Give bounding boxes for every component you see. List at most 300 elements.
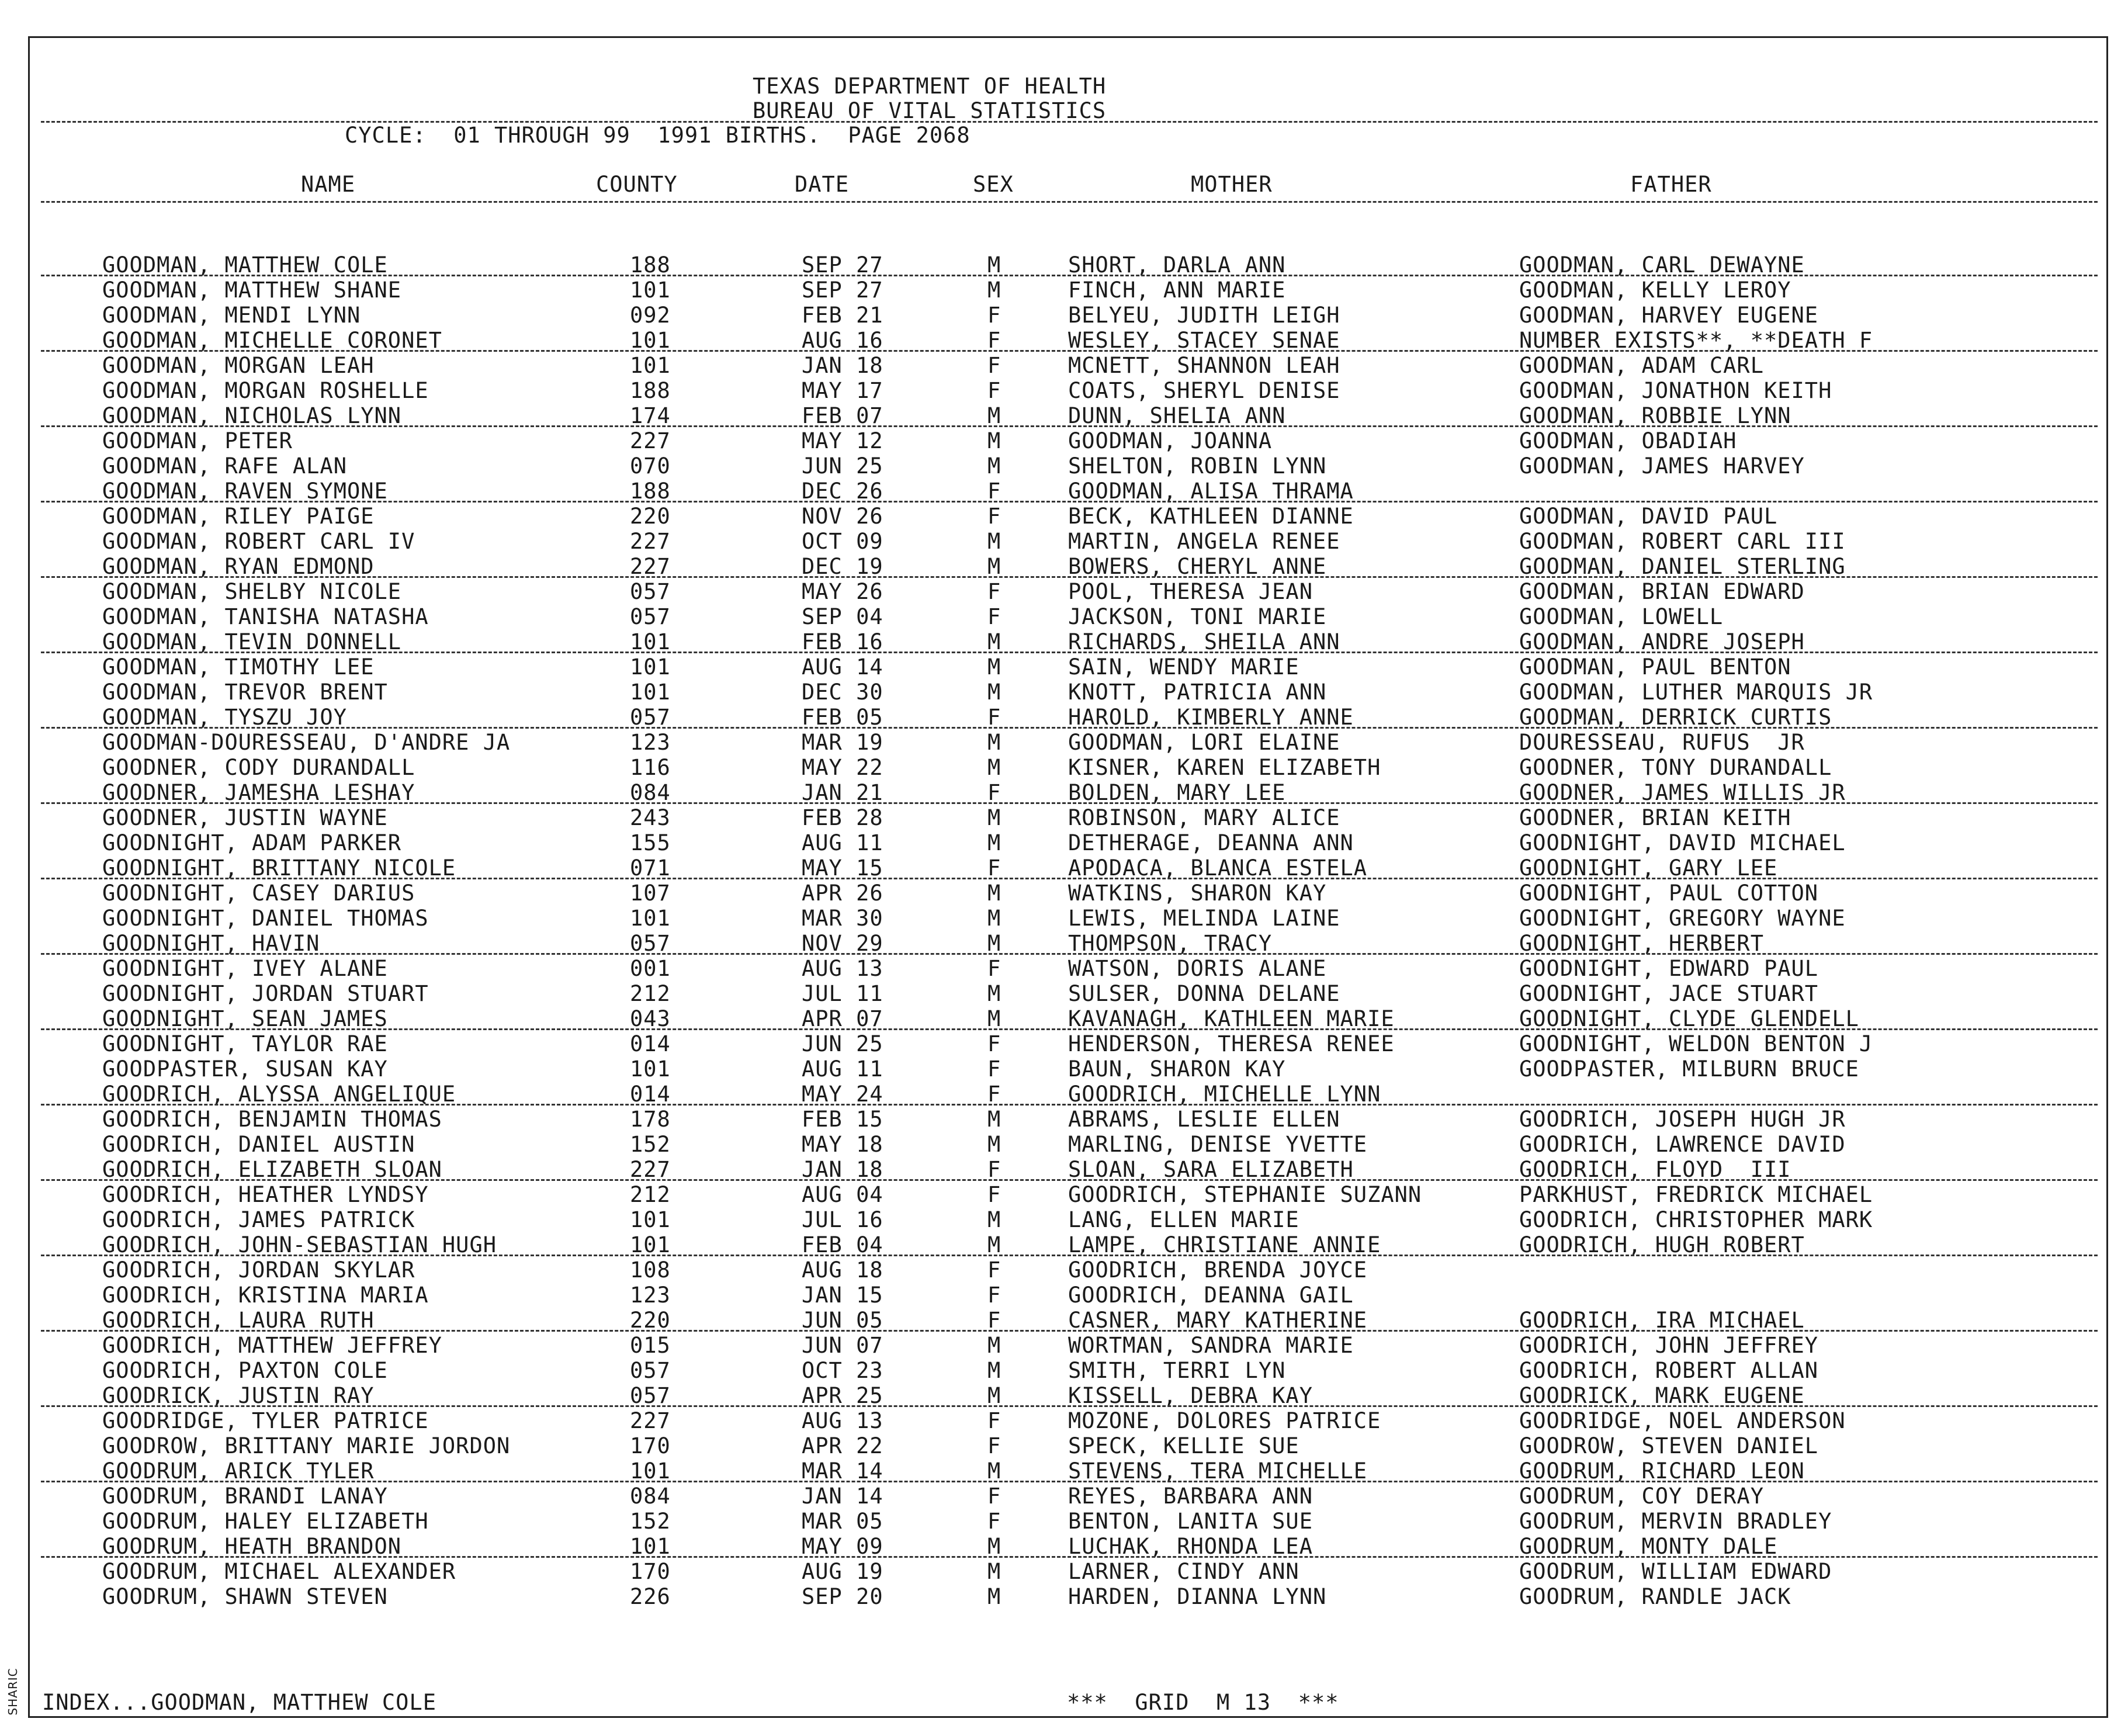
cell-name: GOODRUM, MICHAEL ALEXANDER <box>102 1559 456 1584</box>
cell-father: GOODNER, JAMES WILLIS JR <box>1519 780 1846 805</box>
cell-mother: HENDERSON, THERESA RENEE <box>1068 1031 1395 1056</box>
cell-date: AUG 18 <box>802 1257 883 1283</box>
row-divider <box>41 425 2098 427</box>
cell-name: GOODNIGHT, JORDAN STUART <box>102 981 429 1006</box>
table-row <box>0 629 2080 654</box>
row-divider <box>41 727 2098 729</box>
column-header-mother: MOTHER <box>1191 172 1273 197</box>
cell-mother: SPECK, KELLIE SUE <box>1068 1433 1299 1458</box>
table-row <box>0 529 2080 554</box>
cell-name: GOODRICH, KRISTINA MARIA <box>102 1283 429 1308</box>
cell-county: 101 <box>630 1458 671 1484</box>
table-row <box>0 1182 2080 1207</box>
cell-sex: M <box>987 730 1001 755</box>
cell-name: GOODNER, JAMESHA LESHAY <box>102 780 415 805</box>
cell-name: GOODRUM, ARICK TYLER <box>102 1458 375 1484</box>
cell-sex: F <box>987 579 1001 604</box>
cell-father: GOODMAN, ROBBIE LYNN <box>1519 403 1791 428</box>
cell-date: AUG 14 <box>802 654 883 680</box>
cell-father: GOODMAN, LUTHER MARQUIS JR <box>1519 680 1873 705</box>
cell-mother: SMITH, TERRI LYN <box>1068 1358 1286 1383</box>
table-row <box>0 1584 2080 1609</box>
cell-date: APR 26 <box>802 881 883 906</box>
row-divider <box>41 501 2098 503</box>
cell-date: SEP 04 <box>802 604 883 629</box>
cell-sex: M <box>987 1333 1001 1358</box>
cell-county: 220 <box>630 504 671 529</box>
cell-mother: MARLING, DENISE YVETTE <box>1068 1132 1368 1157</box>
cell-date: AUG 11 <box>802 830 883 855</box>
cell-mother: CASNER, MARY KATHERINE <box>1068 1308 1368 1333</box>
cell-name: GOODNER, JUSTIN WAYNE <box>102 805 388 830</box>
cell-sex: M <box>987 881 1001 906</box>
cell-sex: F <box>987 604 1001 629</box>
cell-county: 107 <box>630 881 671 906</box>
cell-name: GOODRICH, LAURA RUTH <box>102 1308 375 1333</box>
cell-father: GOODRICH, FLOYD III <box>1519 1157 1791 1182</box>
cell-father: GOODRICH, IRA MICHAEL <box>1519 1308 1805 1333</box>
table-row <box>0 1333 2080 1358</box>
side-label-text: SHARIC <box>6 1668 20 1716</box>
cell-sex: M <box>987 1383 1001 1408</box>
cell-name: GOODROW, BRITTANY MARIE JORDON <box>102 1433 511 1458</box>
cell-mother: KAVANAGH, KATHLEEN MARIE <box>1068 1006 1395 1031</box>
cell-name: GOODMAN, PETER <box>102 428 293 453</box>
cell-sex: F <box>987 1308 1001 1333</box>
cell-sex: F <box>987 1257 1001 1283</box>
cell-date: AUG 13 <box>802 1408 883 1433</box>
cell-mother: JACKSON, TONI MARIE <box>1068 604 1327 629</box>
cell-sex: M <box>987 906 1001 931</box>
cell-father: GOODMAN, ADAM CARL <box>1519 353 1764 378</box>
cell-mother: SAIN, WENDY MARIE <box>1068 654 1299 680</box>
cell-mother: RICHARDS, SHEILA ANN <box>1068 629 1340 654</box>
cell-mother: GOODMAN, LORI ELAINE <box>1068 730 1340 755</box>
cell-sex: M <box>987 1458 1001 1484</box>
cell-date: MAY 09 <box>802 1534 883 1559</box>
cell-father: GOODNER, BRIAN KEITH <box>1519 805 1791 830</box>
cell-sex: M <box>987 629 1001 654</box>
table-row <box>0 1232 2080 1257</box>
cell-name: GOODMAN, TIMOTHY LEE <box>102 654 375 680</box>
cell-date: FEB 05 <box>802 705 883 730</box>
cell-sex: F <box>987 1182 1001 1207</box>
cell-father: GOODMAN, DANIEL STERLING <box>1519 554 1846 579</box>
cell-father: GOODRICH, JOHN JEFFREY <box>1519 1333 1819 1358</box>
cell-date: SEP 27 <box>802 278 883 303</box>
cell-county: 092 <box>630 303 671 328</box>
table-row <box>0 1509 2080 1534</box>
cell-county: 101 <box>630 1207 671 1232</box>
cell-date: JUN 25 <box>802 1031 883 1056</box>
table-row <box>0 378 2080 403</box>
cell-mother: DUNN, SHELIA ANN <box>1068 403 1286 428</box>
cell-mother: WATKINS, SHARON KAY <box>1068 881 1327 906</box>
table-row <box>0 1484 2080 1509</box>
table-row <box>0 252 2080 278</box>
cell-father: GOODRICH, LAWRENCE DAVID <box>1519 1132 1846 1157</box>
cell-county: 212 <box>630 981 671 1006</box>
cell-mother: BECK, KATHLEEN DIANNE <box>1068 504 1354 529</box>
cell-sex: M <box>987 981 1001 1006</box>
row-divider <box>41 878 2098 879</box>
table-row <box>0 1207 2080 1232</box>
cell-name: GOODMAN, RILEY PAIGE <box>102 504 375 529</box>
cell-father: GOODMAN, DERRICK CURTIS <box>1519 705 1832 730</box>
cell-name: GOODRICH, JORDAN SKYLAR <box>102 1257 415 1283</box>
cell-father: GOODMAN, PAUL BENTON <box>1519 654 1791 680</box>
cell-name: GOODRICH, JAMES PATRICK <box>102 1207 415 1232</box>
row-divider <box>41 1330 2098 1332</box>
cell-mother: MCNETT, SHANNON LEAH <box>1068 353 1340 378</box>
table-row <box>0 855 2080 881</box>
cell-county: 226 <box>630 1584 671 1609</box>
cell-father: GOODNIGHT, GARY LEE <box>1519 855 1778 881</box>
cell-father: GOODNER, TONY DURANDALL <box>1519 755 1832 780</box>
table-row <box>0 278 2080 303</box>
cell-county: 108 <box>630 1257 671 1283</box>
cell-date: MAR 05 <box>802 1509 883 1534</box>
cell-county: 057 <box>630 705 671 730</box>
table-row <box>0 328 2080 353</box>
cell-mother: LUCHAK, RHONDA LEA <box>1068 1534 1313 1559</box>
cell-county: 101 <box>630 1232 671 1257</box>
table-row <box>0 1006 2080 1031</box>
cell-county: 243 <box>630 805 671 830</box>
cell-mother: KISNER, KAREN ELIZABETH <box>1068 755 1381 780</box>
cell-date: JUN 05 <box>802 1308 883 1333</box>
cell-name: GOODMAN, MORGAN ROSHELLE <box>102 378 429 403</box>
table-row <box>0 428 2080 453</box>
table-row <box>0 453 2080 479</box>
cell-mother: GOODRICH, BRENDA JOYCE <box>1068 1257 1368 1283</box>
cell-county: 101 <box>630 629 671 654</box>
cell-father: GOODMAN, BRIAN EDWARD <box>1519 579 1805 604</box>
cell-sex: M <box>987 1207 1001 1232</box>
cell-sex: F <box>987 328 1001 353</box>
cell-mother: ABRAMS, LESLIE ELLEN <box>1068 1107 1340 1132</box>
cell-date: APR 22 <box>802 1433 883 1458</box>
cell-county: 170 <box>630 1559 671 1584</box>
table-row <box>0 755 2080 780</box>
row-divider <box>41 275 2098 276</box>
bureau-title: BUREAU OF VITAL STATISTICS <box>753 98 1107 123</box>
cell-sex: M <box>987 805 1001 830</box>
cell-date: AUG 19 <box>802 1559 883 1584</box>
cell-name: GOODRICK, JUSTIN RAY <box>102 1383 375 1408</box>
cell-date: OCT 09 <box>802 529 883 554</box>
cell-father: GOODNIGHT, EDWARD PAUL <box>1519 956 1819 981</box>
cell-mother: REYES, BARBARA ANN <box>1068 1484 1313 1509</box>
table-row <box>0 1157 2080 1182</box>
table-row <box>0 1433 2080 1458</box>
cell-sex: F <box>987 1484 1001 1509</box>
cell-date: MAR 30 <box>802 906 883 931</box>
cell-name: GOODMAN, NICHOLAS LYNN <box>102 403 402 428</box>
cell-sex: M <box>987 252 1001 278</box>
cell-sex: M <box>987 554 1001 579</box>
cell-county: 227 <box>630 1408 671 1433</box>
cell-father: GOODNIGHT, DAVID MICHAEL <box>1519 830 1846 855</box>
cell-date: JAN 18 <box>802 353 883 378</box>
cell-father: GOODPASTER, MILBURN BRUCE <box>1519 1056 1859 1082</box>
cell-county: 014 <box>630 1031 671 1056</box>
cell-date: JUN 07 <box>802 1333 883 1358</box>
cell-name: GOODRICH, JOHN-SEBASTIAN HUGH <box>102 1232 497 1257</box>
cell-sex: F <box>987 1283 1001 1308</box>
cell-name: GOODNIGHT, ADAM PARKER <box>102 830 402 855</box>
cell-county: 101 <box>630 680 671 705</box>
cell-date: DEC 19 <box>802 554 883 579</box>
cell-county: 123 <box>630 1283 671 1308</box>
cell-county: 188 <box>630 479 671 504</box>
cell-father: GOODMAN, DAVID PAUL <box>1519 504 1778 529</box>
cell-mother: LEWIS, MELINDA LAINE <box>1068 906 1340 931</box>
cell-sex: M <box>987 1559 1001 1584</box>
cell-sex: M <box>987 830 1001 855</box>
cell-sex: M <box>987 931 1001 956</box>
cell-date: JAN 21 <box>802 780 883 805</box>
cell-father: DOURESSEAU, RUFUS JR <box>1519 730 1805 755</box>
cell-county: 227 <box>630 554 671 579</box>
cell-sex: M <box>987 428 1001 453</box>
table-row <box>0 604 2080 629</box>
table-row <box>0 1458 2080 1484</box>
row-divider <box>41 953 2098 955</box>
cell-father: GOODMAN, HARVEY EUGENE <box>1519 303 1819 328</box>
cell-date: DEC 26 <box>802 479 883 504</box>
row-divider <box>41 576 2098 578</box>
cell-mother: GOODRICH, STEPHANIE SUZANN <box>1068 1182 1422 1207</box>
cell-father: GOODROW, STEVEN DANIEL <box>1519 1433 1819 1458</box>
cell-name: GOODRUM, SHAWN STEVEN <box>102 1584 388 1609</box>
cell-name: GOODMAN, TYSZU JOY <box>102 705 347 730</box>
cell-sex: F <box>987 353 1001 378</box>
row-divider <box>41 1556 2098 1558</box>
cell-sex: F <box>987 479 1001 504</box>
cell-father: GOODMAN, ROBERT CARL III <box>1519 529 1846 554</box>
cell-mother: APODACA, BLANCA ESTELA <box>1068 855 1368 881</box>
cell-name: GOODRUM, HEATH BRANDON <box>102 1534 402 1559</box>
cell-county: 220 <box>630 1308 671 1333</box>
table-row <box>0 931 2080 956</box>
cell-date: FEB 21 <box>802 303 883 328</box>
cell-county: 057 <box>630 1383 671 1408</box>
cell-date: MAR 14 <box>802 1458 883 1484</box>
cell-name: GOODMAN, RAVEN SYMONE <box>102 479 388 504</box>
table-row <box>0 1257 2080 1283</box>
cell-date: NOV 26 <box>802 504 883 529</box>
table-row <box>0 680 2080 705</box>
side-label <box>1 1659 25 1724</box>
table-row <box>0 1408 2080 1433</box>
cell-county: 014 <box>630 1082 671 1107</box>
cell-name: GOODMAN, MATTHEW COLE <box>102 252 388 278</box>
cell-date: AUG 13 <box>802 956 883 981</box>
table-row <box>0 554 2080 579</box>
row-divider <box>41 1255 2098 1256</box>
cell-date: FEB 16 <box>802 629 883 654</box>
cell-name: GOODRICH, DANIEL AUSTIN <box>102 1132 415 1157</box>
column-header-divider <box>41 201 2098 203</box>
table-row <box>0 403 2080 428</box>
cell-date: NOV 29 <box>802 931 883 956</box>
cell-father: GOODRUM, COY DERAY <box>1519 1484 1764 1509</box>
cell-father: GOODRICK, MARK EUGENE <box>1519 1383 1805 1408</box>
table-row <box>0 1082 2080 1107</box>
table-row <box>0 504 2080 529</box>
cell-sex: F <box>987 1433 1001 1458</box>
cell-county: 084 <box>630 1484 671 1509</box>
cell-name: GOODRICH, HEATHER LYNDSY <box>102 1182 429 1207</box>
cell-name: GOODMAN, TEVIN DONNELL <box>102 629 402 654</box>
cycle-line: CYCLE: 01 THROUGH 99 1991 BIRTHS. PAGE 2068 <box>345 123 971 148</box>
cell-sex: F <box>987 504 1001 529</box>
cell-date: MAY 26 <box>802 579 883 604</box>
cell-father: GOODRICH, HUGH ROBERT <box>1519 1232 1805 1257</box>
cell-father: GOODRUM, MERVIN BRADLEY <box>1519 1509 1832 1534</box>
cell-name: GOODRUM, BRANDI LANAY <box>102 1484 388 1509</box>
cell-name: GOODMAN, MICHELLE CORONET <box>102 328 442 353</box>
cell-county: 101 <box>630 906 671 931</box>
table-row <box>0 303 2080 328</box>
cell-date: FEB 28 <box>802 805 883 830</box>
cell-county: 057 <box>630 579 671 604</box>
cell-date: MAY 22 <box>802 755 883 780</box>
cell-sex: M <box>987 755 1001 780</box>
cell-county: 057 <box>630 931 671 956</box>
cell-sex: F <box>987 705 1001 730</box>
cell-name: GOODRICH, BENJAMIN THOMAS <box>102 1107 442 1132</box>
cell-mother: KISSELL, DEBRA KAY <box>1068 1383 1313 1408</box>
cell-sex: F <box>987 1157 1001 1182</box>
cell-county: 070 <box>630 453 671 479</box>
cell-sex: F <box>987 378 1001 403</box>
table-row <box>0 780 2080 805</box>
cell-date: MAY 24 <box>802 1082 883 1107</box>
cell-sex: F <box>987 1056 1001 1082</box>
cell-mother: THOMPSON, TRACY <box>1068 931 1273 956</box>
table-row <box>0 479 2080 504</box>
table-row <box>0 1534 2080 1559</box>
cell-mother: MOZONE, DOLORES PATRICE <box>1068 1408 1381 1433</box>
cell-father: GOODNIGHT, WELDON BENTON J <box>1519 1031 1873 1056</box>
cell-sex: F <box>987 303 1001 328</box>
cell-father: GOODMAN, JAMES HARVEY <box>1519 453 1805 479</box>
table-row <box>0 730 2080 755</box>
cell-date: AUG 16 <box>802 328 883 353</box>
cell-mother: SHELTON, ROBIN LYNN <box>1068 453 1327 479</box>
cell-date: DEC 30 <box>802 680 883 705</box>
cell-county: 212 <box>630 1182 671 1207</box>
cell-father: GOODNIGHT, CLYDE GLENDELL <box>1519 1006 1859 1031</box>
table-row <box>0 1383 2080 1408</box>
cell-name: GOODNER, CODY DURANDALL <box>102 755 415 780</box>
cell-father: GOODMAN, ANDRE JOSEPH <box>1519 629 1805 654</box>
cell-name: GOODNIGHT, DANIEL THOMAS <box>102 906 429 931</box>
cell-mother: BOWERS, CHERYL ANNE <box>1068 554 1327 579</box>
cell-sex: M <box>987 654 1001 680</box>
cell-mother: GOODMAN, ALISA THRAMA <box>1068 479 1354 504</box>
cell-date: MAR 19 <box>802 730 883 755</box>
cell-date: JAN 15 <box>802 1283 883 1308</box>
cell-date: MAY 12 <box>802 428 883 453</box>
cell-mother: STEVENS, TERA MICHELLE <box>1068 1458 1368 1484</box>
column-header-father: FATHER <box>1630 172 1712 197</box>
cell-county: 227 <box>630 1157 671 1182</box>
agency-title: TEXAS DEPARTMENT OF HEALTH <box>753 74 1107 99</box>
cell-sex: M <box>987 1006 1001 1031</box>
cell-sex: F <box>987 956 1001 981</box>
cell-county: 001 <box>630 956 671 981</box>
table-row <box>0 981 2080 1006</box>
cell-sex: M <box>987 1358 1001 1383</box>
table-row <box>0 1308 2080 1333</box>
cell-name: GOODRICH, MATTHEW JEFFREY <box>102 1333 442 1358</box>
cell-date: JUN 25 <box>802 453 883 479</box>
cell-sex: M <box>987 453 1001 479</box>
cell-date: FEB 07 <box>802 403 883 428</box>
cell-name: GOODMAN, ROBERT CARL IV <box>102 529 415 554</box>
cell-name: GOODMAN, TANISHA NATASHA <box>102 604 429 629</box>
cell-mother: LARNER, CINDY ANN <box>1068 1559 1299 1584</box>
cell-father: GOODNIGHT, PAUL COTTON <box>1519 881 1819 906</box>
cell-county: 188 <box>630 252 671 278</box>
cell-date: OCT 23 <box>802 1358 883 1383</box>
cell-mother: KNOTT, PATRICIA ANN <box>1068 680 1327 705</box>
cell-date: JAN 14 <box>802 1484 883 1509</box>
cell-county: 123 <box>630 730 671 755</box>
cell-county: 152 <box>630 1509 671 1534</box>
cell-county: 057 <box>630 604 671 629</box>
cell-sex: F <box>987 1082 1001 1107</box>
cell-mother: ROBINSON, MARY ALICE <box>1068 805 1340 830</box>
table-row <box>0 805 2080 830</box>
cell-father: GOODNIGHT, GREGORY WAYNE <box>1519 906 1846 931</box>
cell-name: GOODNIGHT, HAVIN <box>102 931 320 956</box>
cell-date: JUL 16 <box>802 1207 883 1232</box>
cell-mother: BELYEU, JUDITH LEIGH <box>1068 303 1340 328</box>
cell-father: GOODRIDGE, NOEL ANDERSON <box>1519 1408 1846 1433</box>
table-row <box>0 1559 2080 1584</box>
cell-name: GOODNIGHT, SEAN JAMES <box>102 1006 388 1031</box>
cell-sex: F <box>987 1031 1001 1056</box>
table-row <box>0 1132 2080 1157</box>
cell-mother: GOODRICH, MICHELLE LYNN <box>1068 1082 1381 1107</box>
table-row <box>0 1031 2080 1056</box>
cell-name: GOODMAN, MENDI LYNN <box>102 303 361 328</box>
grid-footer: *** GRID M 13 *** <box>1067 1690 1339 1715</box>
cell-mother: WORTMAN, SANDRA MARIE <box>1068 1333 1354 1358</box>
cell-date: MAY 15 <box>802 855 883 881</box>
cell-name: GOODNIGHT, TAYLOR RAE <box>102 1031 388 1056</box>
cell-name: GOODRICH, PAXTON COLE <box>102 1358 388 1383</box>
cell-sex: F <box>987 1408 1001 1433</box>
cell-name: GOODNIGHT, CASEY DARIUS <box>102 881 415 906</box>
cell-father: GOODMAN, LOWELL <box>1519 604 1724 629</box>
cell-county: 101 <box>630 1534 671 1559</box>
cell-date: AUG 04 <box>802 1182 883 1207</box>
cell-mother: BENTON, LANITA SUE <box>1068 1509 1313 1534</box>
cell-father: GOODRICH, CHRISTOPHER MARK <box>1519 1207 1873 1232</box>
cell-date: SEP 20 <box>802 1584 883 1609</box>
cell-sex: M <box>987 1107 1001 1132</box>
cell-county: 155 <box>630 830 671 855</box>
table-row <box>0 830 2080 855</box>
cell-county: 101 <box>630 278 671 303</box>
cell-name: GOODRUM, HALEY ELIZABETH <box>102 1509 429 1534</box>
cell-county: 101 <box>630 654 671 680</box>
